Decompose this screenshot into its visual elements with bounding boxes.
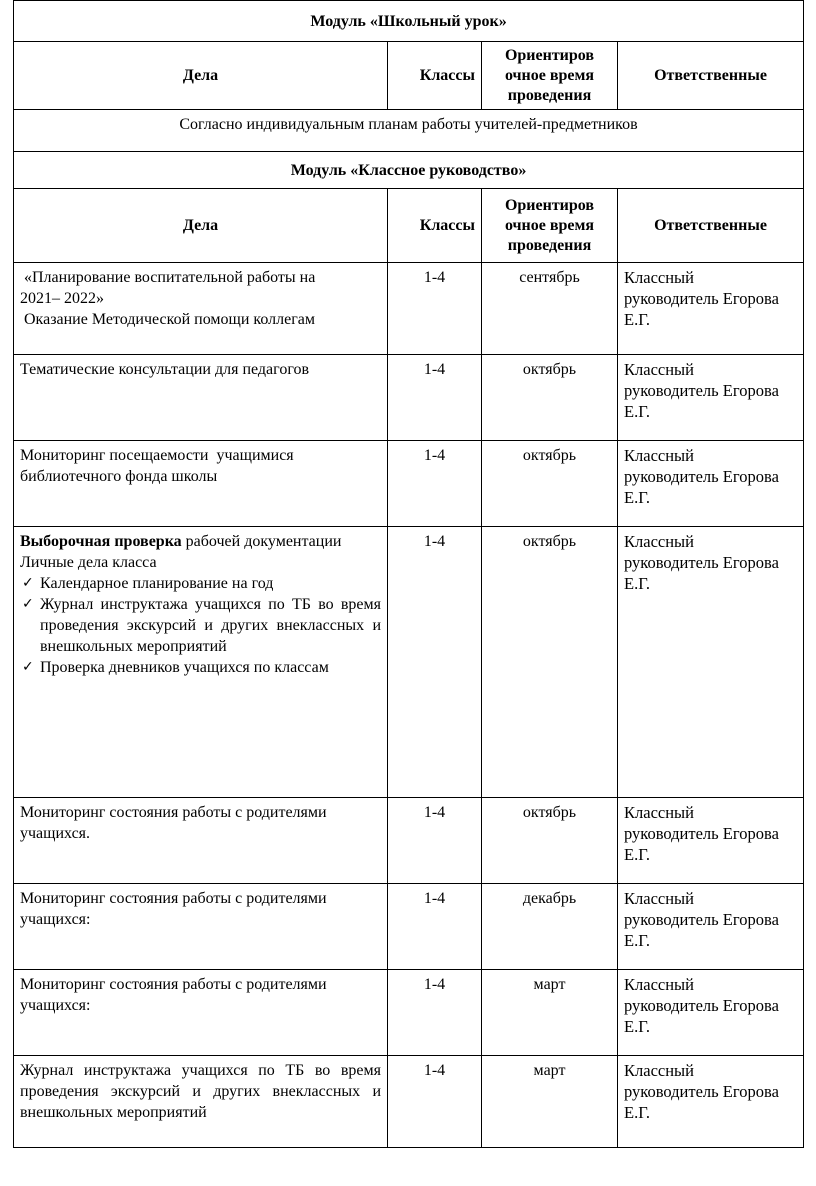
table-row — [14, 884, 804, 970]
list-item: ✓ Календарное планирование на год — [22, 575, 274, 592]
header-classes: Классы — [388, 189, 482, 263]
responsible-cell: Классный руководитель Егорова Е.Г. — [618, 527, 804, 798]
responsible-cell: Классный руководитель Егорова Е.Г. — [618, 798, 804, 884]
table-row — [14, 970, 804, 1056]
list-item: ✓ Проверка дневников учащихся по классам — [22, 659, 329, 676]
classes-cell: 1-4 — [388, 884, 482, 970]
responsible-cell: Классный руководитель Егорова Е.Г. — [618, 884, 804, 970]
classes-cell: 1-4 — [388, 1056, 482, 1148]
time-cell: декабрь — [482, 884, 618, 970]
header-classes: Классы — [388, 42, 482, 110]
checkmark-icon: ✓ — [22, 659, 34, 675]
classes-cell: 1-4 — [388, 527, 482, 798]
table-row — [14, 355, 804, 441]
deal-cell: Журнал инструктажа учащихся по ТБ во время проведения экскурсий и других внеклассных и внешкольных мероприятий — [14, 1056, 388, 1148]
classes-cell: 1-4 — [388, 798, 482, 884]
deal-cell: Мониторинг посещаемости учащимися библиотечного фонда школы — [14, 441, 388, 527]
deal-cell: Мониторинг состояния работы с родителями учащихся: — [14, 884, 388, 970]
header-time: Ориентиров очное время проведения — [482, 189, 618, 263]
header-deals: Дела — [14, 42, 388, 110]
header-responsible: Ответственные — [618, 42, 804, 110]
table-row — [14, 1056, 804, 1148]
deal-cell: Тематические консультации для педагогов — [14, 355, 388, 441]
list-item: ✓ Журнал инструктажа учащихся по ТБ во время проведения экскурсий и других внеклассных и внешкольных мероприятий — [22, 596, 381, 655]
time-cell: сентябрь — [482, 263, 618, 355]
deal-cell: Выборочная проверка рабочей документации Личные дела класса ✓ Календарное планирование на год ✓ Журнал инструктажа учащихся по ТБ во время проведения экскурсий и других внеклассных и внешкольных мероприятий ✓ Проверка дневников учащихся по классам — [14, 527, 388, 798]
module-title: Модуль «Классное руководство» — [14, 152, 804, 189]
responsible-cell: Классный руководитель Егорова Е.Г. — [618, 970, 804, 1056]
table-row — [14, 441, 804, 527]
module-title: Модуль «Школьный урок» — [14, 1, 804, 42]
header-deals: Дела — [14, 189, 388, 263]
classes-cell: 1-4 — [388, 355, 482, 441]
time-cell: октябрь — [482, 355, 618, 441]
deal-cell: «Планирование воспитательной работы на 2021– 2022» Оказание Методической помощи коллегам — [14, 263, 388, 355]
responsible-cell: Классный руководитель Егорова Е.Г. — [618, 1056, 804, 1148]
responsible-cell: Классный руководитель Егорова Е.Г. — [618, 441, 804, 527]
plan-table — [13, 0, 804, 1148]
header-responsible: Ответственные — [618, 189, 804, 263]
deal-cell: Мониторинг состояния работы с родителями учащихся. — [14, 798, 388, 884]
time-cell: октябрь — [482, 798, 618, 884]
responsible-cell: Классный руководитель Егорова Е.Г. — [618, 263, 804, 355]
table-row — [14, 263, 804, 355]
responsible-cell: Классный руководитель Егорова Е.Г. — [618, 355, 804, 441]
checkmark-icon: ✓ — [22, 596, 34, 612]
checkmark-icon: ✓ — [22, 575, 34, 591]
module-note: Согласно индивидуальным планам работы учителей-предметников — [14, 110, 804, 152]
time-cell: март — [482, 1056, 618, 1148]
classes-cell: 1-4 — [388, 441, 482, 527]
table-row — [14, 798, 804, 884]
time-cell: октябрь — [482, 441, 618, 527]
time-cell: март — [482, 970, 618, 1056]
checklist — [20, 573, 381, 678]
deal-cell: Мониторинг состояния работы с родителями учащихся: — [14, 970, 388, 1056]
classes-cell: 1-4 — [388, 263, 482, 355]
classes-cell: 1-4 — [388, 970, 482, 1056]
table-row — [14, 527, 804, 798]
time-cell: октябрь — [482, 527, 618, 798]
header-time: Ориентиров очное время проведения — [482, 42, 618, 110]
